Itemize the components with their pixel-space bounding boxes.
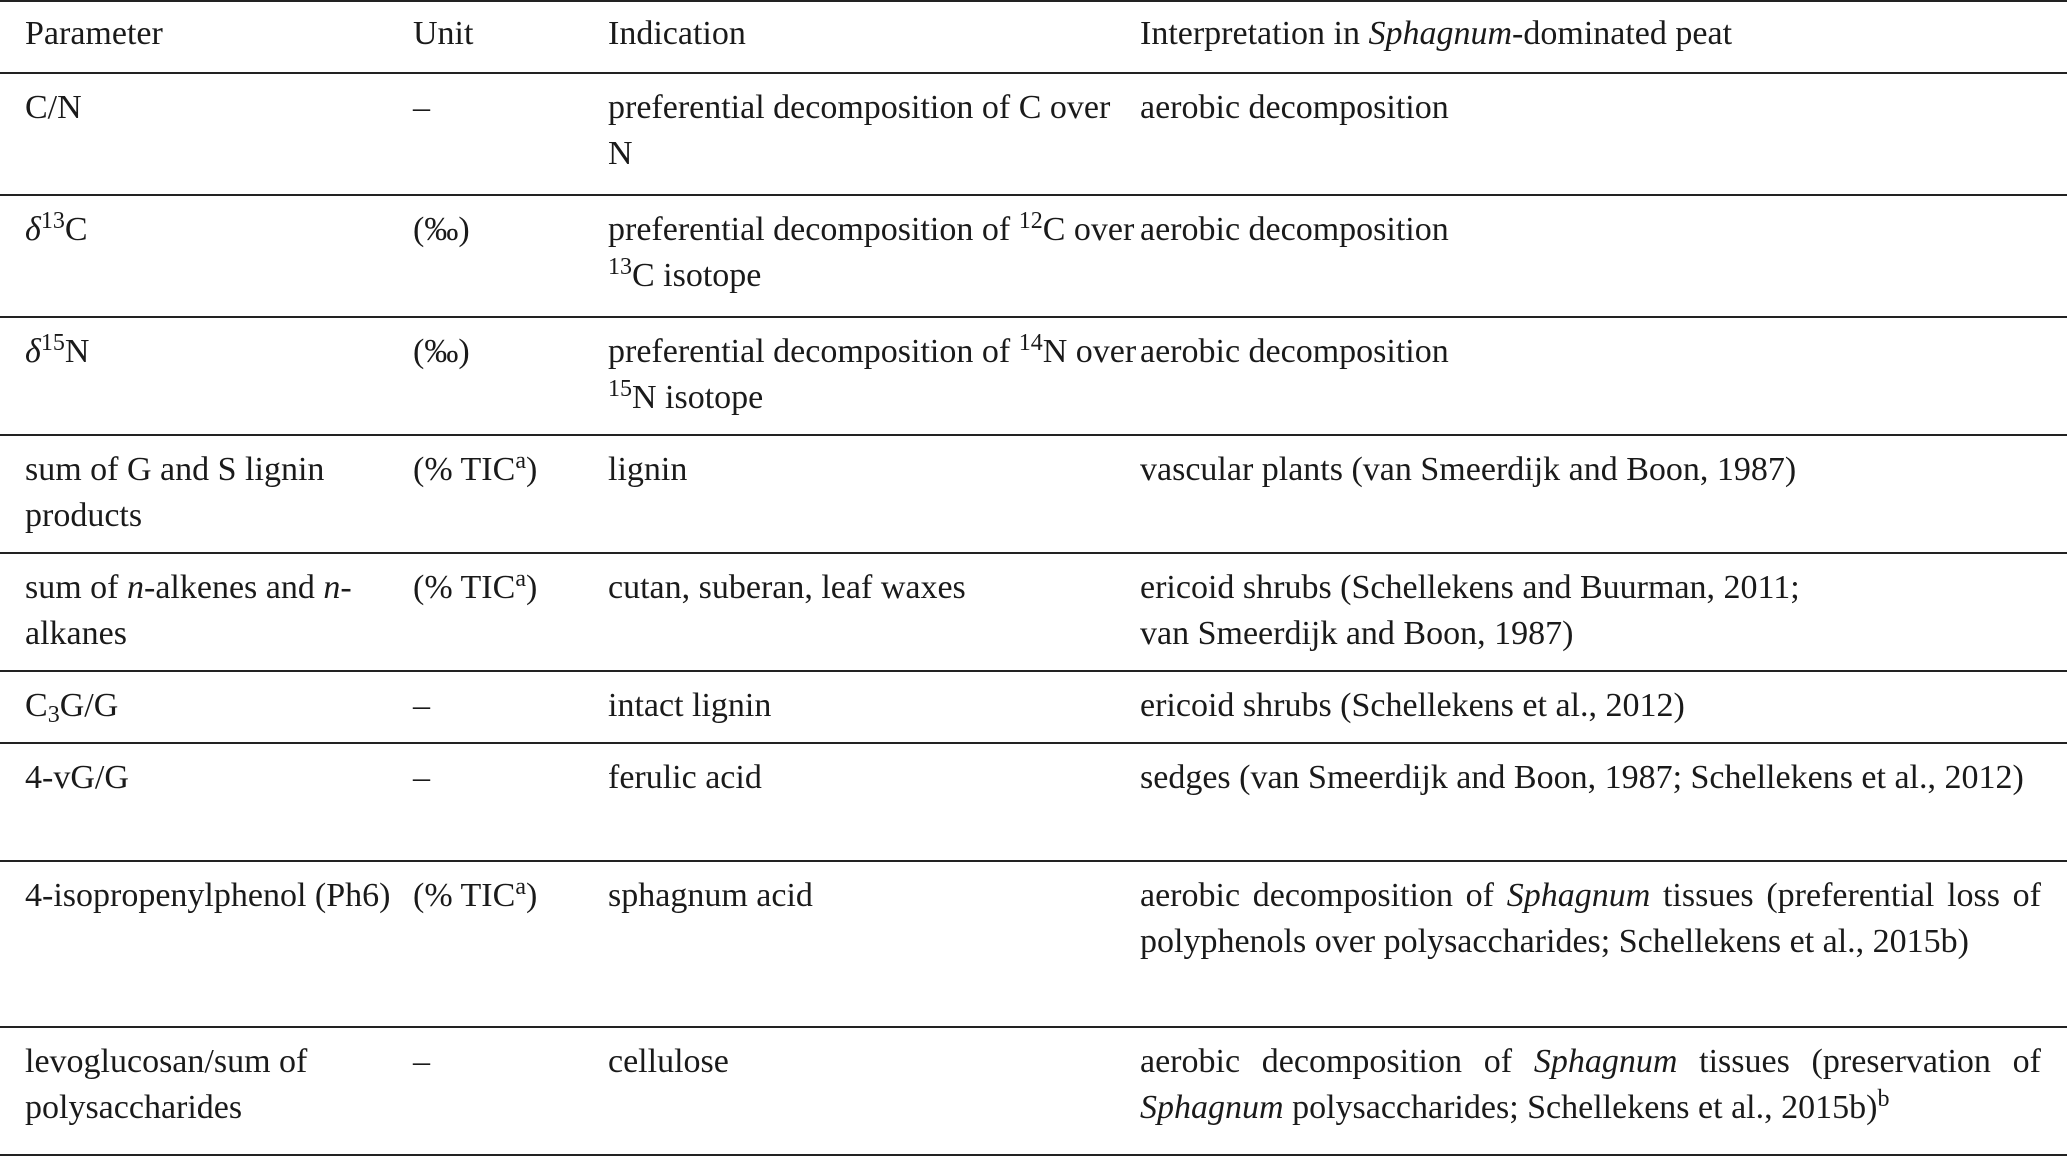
header-indication: Indication — [608, 15, 746, 52]
table-row — [0, 317, 2067, 435]
table-header-row — [0, 1, 2067, 73]
cell-interpretation: aerobic decomposition — [1140, 89, 1449, 126]
cell-parameter: sum of n-alkenes and n-alkanes — [25, 569, 352, 652]
cell-parameter: $\delta^{13}C$ — [25, 208, 88, 248]
table-row — [0, 73, 2067, 195]
cell-indication: preferential decomposition of $^{12}$C over $^{13}$C isotope — [608, 208, 1135, 294]
cell-indication: preferential decomposition of $^{14}$N over $^{15}$N isotope — [608, 330, 1137, 416]
table-row — [0, 671, 2067, 743]
cell-interpretation: aerobic decomposition of Sphagnum tissues (preservation of Sphagnum polysaccharides; Schellekens et al., 2015b)$^b$ — [1140, 1043, 2041, 1126]
cell-indication: intact lignin — [608, 687, 772, 724]
cell-parameter: C/N — [25, 89, 82, 126]
table-row — [0, 743, 2067, 861]
cell-unit: (‰) — [413, 333, 470, 370]
cell-indication: sphagnum acid — [608, 877, 813, 914]
table-row — [0, 1027, 2067, 1155]
cell-unit: – — [413, 687, 430, 724]
cell-parameter: 4-vG/G — [25, 759, 129, 796]
cell-parameter: $\delta^{15}N$ — [25, 330, 90, 370]
table-row — [0, 195, 2067, 317]
cell-interpretation: aerobic decomposition of Sphagnum tissues (preferential loss of polyphenols over polysaccharides; Schellekens et al., 2015b) — [1140, 877, 2042, 960]
cell-indication: cutan, suberan, leaf waxes — [608, 569, 966, 606]
cell-indication: lignin — [608, 451, 688, 488]
cell-interpretation: ericoid shrubs (Schellekens and Buurman, 2011; van Smeerdijk and Boon, 1987) — [1140, 569, 1800, 652]
cell-parameter: $C_3G/G$ — [25, 687, 119, 728]
cell-unit: (% TIC$^a$) — [413, 448, 538, 488]
cell-indication: preferential decomposition of C over N — [608, 89, 1111, 172]
cell-parameter: sum of G and S lignin products — [25, 451, 325, 534]
cell-indication: ferulic acid — [608, 759, 762, 796]
cell-unit: (% TIC$^a$) — [413, 566, 538, 606]
cell-unit: – — [413, 89, 430, 126]
table-row — [0, 553, 2067, 671]
cell-parameter: 4-isopropenylphenol (Ph6) — [25, 877, 391, 914]
cell-unit: – — [413, 1043, 430, 1080]
cell-unit: (% TIC$^a$) — [413, 874, 538, 914]
cell-interpretation: aerobic decomposition — [1140, 211, 1449, 248]
header-parameter: Parameter — [25, 15, 163, 52]
cell-unit: (‰) — [413, 211, 470, 248]
header-unit: Unit — [413, 15, 474, 52]
cell-parameter: levoglucosan/sum of polysaccharides — [25, 1043, 308, 1126]
table-row — [0, 435, 2067, 553]
cell-indication: cellulose — [608, 1043, 729, 1080]
cell-interpretation: ericoid shrubs (Schellekens et al., 2012) — [1140, 687, 1685, 724]
cell-interpretation: sedges (van Smeerdijk and Boon, 1987; Schellekens et al., 2012) — [1140, 759, 2024, 796]
cell-interpretation: aerobic decomposition — [1140, 333, 1449, 370]
table-row — [0, 861, 2067, 1027]
header-interpretation: Interpretation in Sphagnum-dominated peat — [1140, 15, 1733, 52]
cell-unit: – — [413, 759, 430, 796]
cell-interpretation: vascular plants (van Smeerdijk and Boon, 1987) — [1140, 451, 1797, 488]
